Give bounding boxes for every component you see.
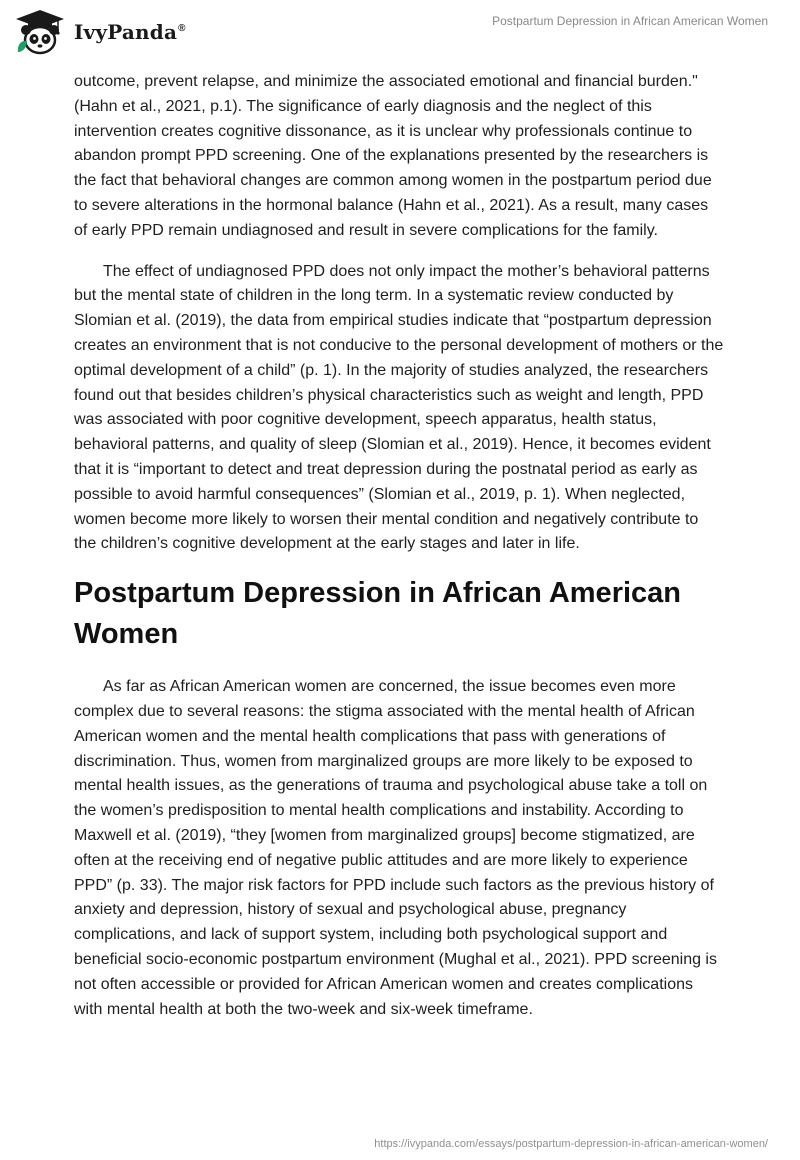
paragraph-early-diagnosis: outcome, prevent relapse, and minimize the associated emotional and financial burden." (Hahn et al., 2021, p.1). The significance of early diagnosis and the neglect of this intervention creates cognitive dissonance, as it is unclear why professionals continue to abandon prompt PPD screening. One of the explanations presented by the researchers is the fact that behavioral changes are common among women in the postpartum period due to severe alterations in the hormonal balance (Hahn et al., 2021). As a result, many cases of early PPD remain undiagnosed and result in severe complications for the family.: [74, 73, 712, 239]
brand-name: [74, 20, 186, 44]
page-header: [0, 0, 800, 66]
paragraph-african-american-women: As far as African American women are concerned, the issue becomes even more complex due to several reasons: the stigma associated with the mental health of African American women and the mental health complications that pass with generations of discrimination. Thus, women from marginalized groups are more likely to be exposed to mental health issues, as the generations of trauma and psychological abuse take a toll on the women’s predisposition to mental health complications and instability. According to Maxwell et al. (2019), “they [women from marginalized groups] become stigmatized, are often at the receiving end of negative public attitudes and are more likely to experience PPD” (p. 33). The major risk factors for PPD include such factors as the previous history of anxiety and depression, history of sexual and psychological abuse, pregnancy complications, and lack of support system, including both psychological support and beneficial socio-economic postpartum environment (Mughal et al., 2021). PPD screening is not often accessible or provided for African American women and creates complications with mental health at both the two-week and six-week timeframe.: [74, 678, 717, 1018]
essay-body: [74, 70, 724, 1038]
source-url-link[interactable]: https://ivypanda.com/essays/postpartum-depression-in-african-american-women/: [374, 1138, 768, 1150]
section-heading: Postpartum Depression in African American Women: [74, 577, 682, 651]
panda-graduate-icon: [14, 8, 66, 56]
running-title: Postpartum Depression in African American Women: [492, 14, 768, 28]
paragraph-undiagnosed-ppd: The effect of undiagnosed PPD does not only impact the mother’s behavioral patterns but the mental state of children in the long term. In a systematic review conducted by Slomian et al. (2019), the data from empirical studies indicate that “postpartum depression creates an environment that is not conducive to the personal development of mothers or the optimal development of a child” (p. 1). In the majority of studies analyzed, the researchers found out that besides children’s physical characteristics such as weight and length, PPD was associated with poor cognitive development, speech apparatus, health status, behavioral patterns, and quality of sleep (Slomian et al., 2019). Hence, it becomes evident that it is “important to detect and treat depression during the postnatal period as early as possible to avoid harmful consequences” (Slomian et al., 2019, p. 1). When neglected, women become more likely to worsen their mental condition and negatively contribute to the children’s cognitive development at the early stages and later in life.: [74, 262, 724, 553]
brand-text: IvyPanda: [74, 20, 178, 44]
registered-mark: ®: [178, 23, 186, 35]
ivypanda-logo-link[interactable]: [14, 8, 186, 56]
